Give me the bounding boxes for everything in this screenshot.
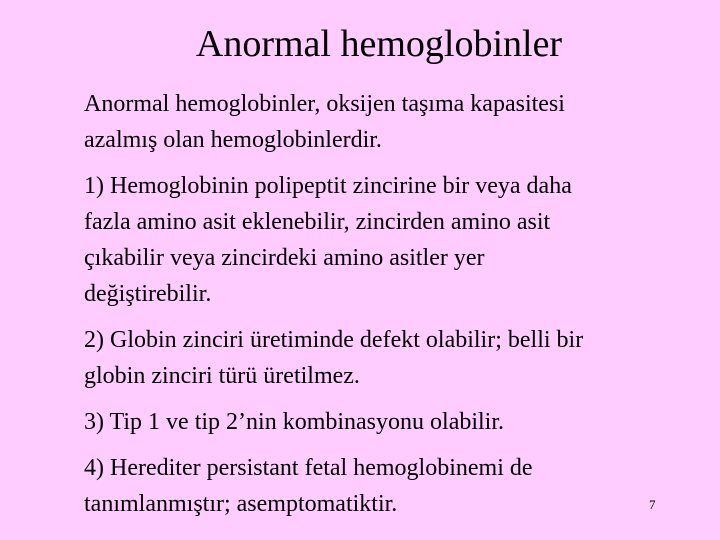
paragraph-line: 2) Globin zinciri üretiminde defekt olabilir; belli bir <box>84 327 584 353</box>
paragraph-line: 1) Hemoglobinin polipeptit zincirine bir veya daha <box>84 173 572 199</box>
paragraph-line: globin zinciri türü üretilmez. <box>84 363 360 389</box>
point-4-paragraph <box>84 450 684 522</box>
point-2-paragraph <box>84 322 684 394</box>
paragraph-line: 4) Herediter persistant fetal hemoglobinemi de <box>84 455 533 481</box>
intro-paragraph <box>84 86 684 158</box>
point-1-paragraph <box>84 168 684 312</box>
paragraph-line: değiştirebilir. <box>84 281 212 307</box>
paragraph-line: 3) Tip 1 ve tip 2’nin kombinasyonu olabilir. <box>84 409 505 435</box>
paragraph-line: fazla amino asit eklenebilir, zincirden amino asit <box>84 209 551 235</box>
paragraph-line: çıkabilir veya zincirdeki amino asitler yer <box>84 245 485 271</box>
paragraph-line: Anormal hemoglobinler, oksijen taşıma kapasitesi <box>84 91 565 117</box>
slide-number: 7 <box>649 497 656 512</box>
paragraph-line: azalmış olan hemoglobinlerdir. <box>84 127 382 153</box>
point-3-paragraph <box>84 404 684 440</box>
paragraph-line: tanımlanmıştır; asemptomatiktir. <box>84 491 398 517</box>
slide-title: Anormal hemoglobinler <box>195 23 563 65</box>
slide-body <box>84 86 684 532</box>
